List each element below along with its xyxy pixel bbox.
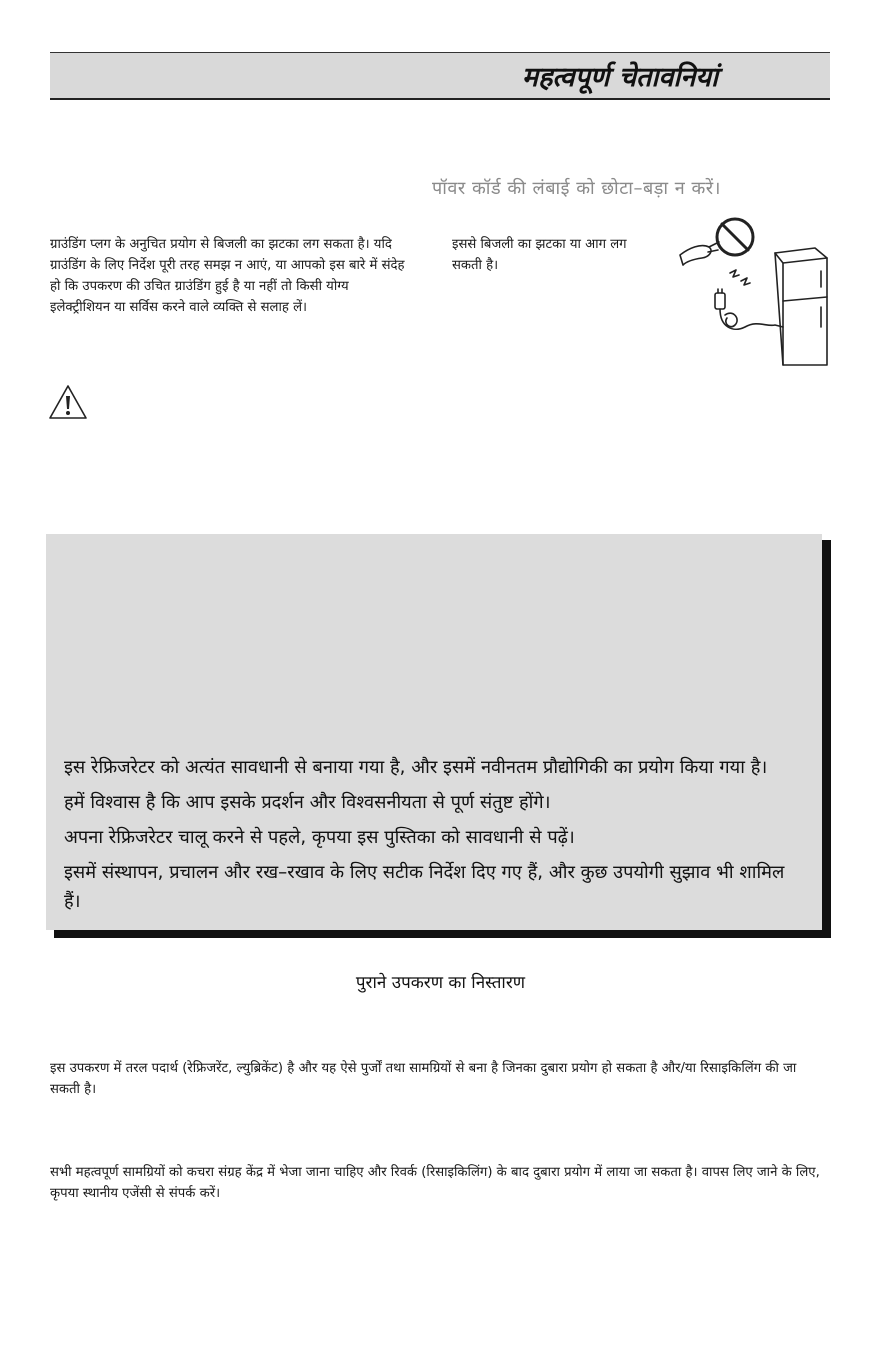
page-title: महत्वपूर्ण चेतावनियां xyxy=(521,62,718,93)
disposal-paragraph-2: सभी महत्वपूर्ण सामग्रियों को कचरा संग्रह केंद्र में भेजा जाना चाहिए और रिवर्क (रिसाइकिलिंग) के बाद दुबारा प्रयोग में लाया जा सकता है। वापस लिए जाने के लिए, कृपया स्थानीय एजेंसी से संपर्क करें। xyxy=(50,1165,820,1201)
info-paragraph: हमें विश्वास है कि आप इसके प्रदर्शन और विश्वसनीयता से पूर्ण संतुष्ट होंगे। xyxy=(64,792,551,813)
info-paragraph: अपना रेफ्रिजरेटर चालू करने से पहले, कृपया इस पुस्तिका को सावधानी से पढ़ें। xyxy=(64,827,575,848)
warning-triangle-icon xyxy=(48,384,88,420)
info-paragraph: इस रेफ्रिजरेटर को अत्यंत सावधानी से बनाया गया है, और इसमें नवीनतम प्रौद्योगिकी का प्रयोग किया गया है। xyxy=(64,757,768,778)
power-cord-text: इससे बिजली का झटका या आग लग सकती है। xyxy=(452,237,627,273)
refrigerator-no-cord-illustration xyxy=(675,215,835,370)
info-paragraph: इसमें संस्थापन, प्रचालन और रख–रखाव के लिए सटीक निर्देश दिए गए हैं, और कुछ उपयोगी सुझाव भी शामिल हैं। xyxy=(64,862,785,912)
grounding-text: ग्राउंडिंग प्लग के अनुचित प्रयोग से बिजली का झटका लग सकता है। यदि ग्राउंडिंग के लिए निर्देश पूरी तरह समझ न आएं, या आपको इस बारे में संदेह हो कि उपकरण की उचित ग्राउंडिंग हुई है या नहीं तो किसी योग्य इलेक्ट्रीशियन या सर्विस करने वाले व्यक्ति से सलाह लें। xyxy=(50,237,405,315)
power-cord-heading: पॉवर कॉर्ड की लंबाई को छोटा–बड़ा न करें। xyxy=(432,178,721,199)
info-box xyxy=(46,534,822,930)
disposal-paragraph-1: इस उपकरण में तरल पदार्थ (रेफ्रिजरेंट, ल्युब्रिकेंट) है और यह ऐसे पुर्जों तथा सामग्रियों से बना है जिनका दुबारा प्रयोग हो सकता है और/या रिसाइकिलिंग की जा सकती है। xyxy=(50,1061,797,1097)
header-bar xyxy=(50,52,830,100)
info-box-text xyxy=(64,753,802,916)
disposal-heading: पुराने उपकरण का निस्तारण xyxy=(355,973,526,993)
